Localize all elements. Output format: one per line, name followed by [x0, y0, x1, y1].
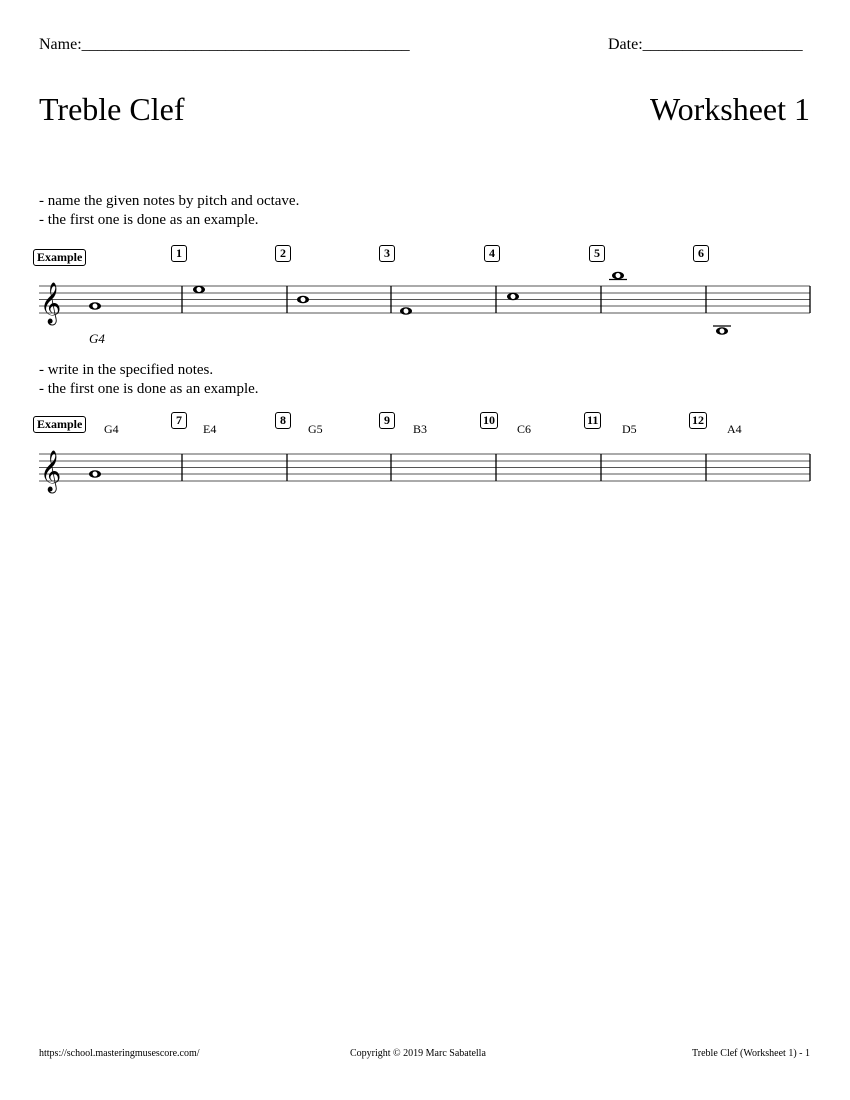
- answer-measure-10: [497, 450, 600, 486]
- example-pitch: G4: [104, 422, 119, 436]
- page-title: Treble Clef: [39, 91, 185, 127]
- treble-clef-icon: 𝄞: [40, 283, 62, 324]
- target-pitch-12: A4: [727, 422, 742, 436]
- example-label: Example: [33, 249, 86, 266]
- item-number-7: 7: [171, 412, 187, 429]
- worksheet-title: Worksheet 1: [649, 91, 810, 127]
- treble-clef-icon: 𝄞: [40, 451, 62, 492]
- target-pitch-11: D5: [622, 422, 637, 436]
- answer-measure-9: [392, 450, 495, 486]
- answer-measure-11: [602, 450, 705, 486]
- item-number-9: 9: [379, 412, 395, 429]
- item-number-6: 6: [693, 245, 709, 262]
- date-field[interactable]: Date:____________________: [608, 36, 803, 53]
- target-pitch-8: G5: [308, 422, 323, 436]
- instruction-line: - name the given notes by pitch and octave.: [39, 193, 300, 209]
- item-number-10: 10: [480, 412, 498, 429]
- footer-url: https://school.masteringmusescore.com/: [39, 1048, 200, 1059]
- footer-page: Treble Clef (Worksheet 1) - 1: [692, 1048, 810, 1059]
- item-number-8: 8: [275, 412, 291, 429]
- item-number-4: 4: [484, 245, 500, 262]
- footer-copyright: Copyright © 2019 Marc Sabatella: [350, 1048, 486, 1059]
- instruction-line: - write in the specified notes.: [39, 362, 214, 378]
- answer-measure-8: [288, 450, 390, 486]
- target-pitch-7: E4: [203, 422, 217, 436]
- instruction-line: - the first one is done as an example.: [39, 381, 259, 397]
- item-number-12: 12: [689, 412, 707, 429]
- item-number-11: 11: [584, 412, 601, 429]
- answer-measure-7: [183, 450, 286, 486]
- item-number-3: 3: [379, 245, 395, 262]
- example-answer: G4: [89, 331, 105, 346]
- example-label-2: Example: [33, 416, 86, 433]
- note-example-g4-2: [89, 470, 101, 478]
- instruction-line: - the first one is done as an example.: [39, 212, 259, 228]
- target-pitch-9: B3: [413, 422, 428, 436]
- target-pitch-10: C6: [517, 422, 532, 436]
- item-number-5: 5: [589, 245, 605, 262]
- name-field[interactable]: Name:_________________________________________: [39, 36, 410, 53]
- answer-measure-12: [707, 450, 809, 486]
- item-number-1: 1: [171, 245, 187, 262]
- staff-2[interactable]: [0, 0, 850, 500]
- item-number-2: 2: [275, 245, 291, 262]
